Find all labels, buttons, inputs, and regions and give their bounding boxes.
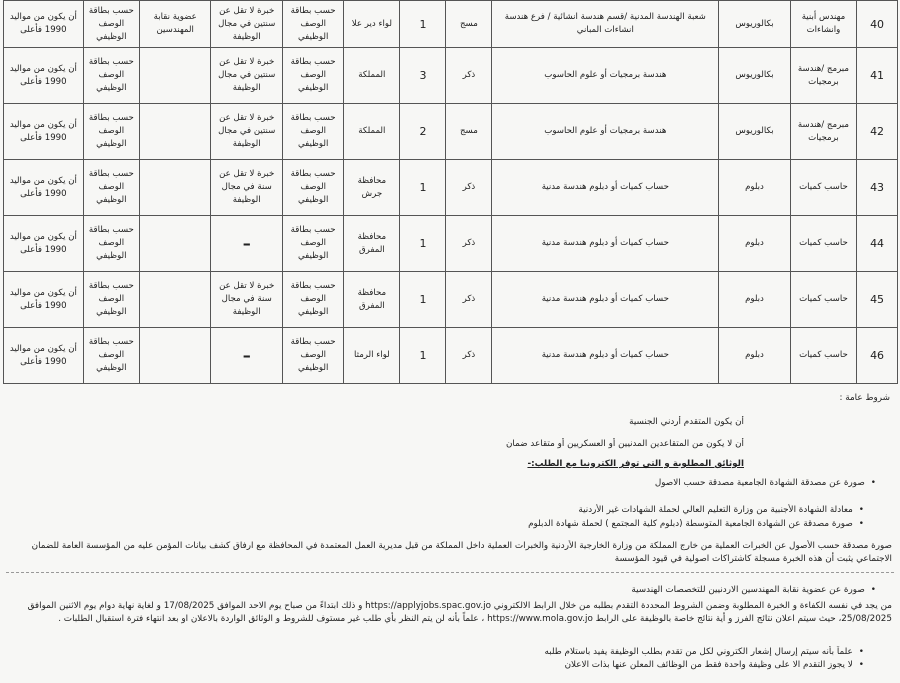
gender: ذكر (446, 272, 492, 328)
membership (139, 328, 211, 384)
experience: خبرة لا تقل عن سنة في مجال الوظيفة (211, 272, 283, 328)
experience: خبرة لا تقل عن سنتين في مجال الوظيفة (211, 104, 283, 160)
row-number: 45 (857, 272, 898, 328)
birth-condition: أن يكون من مواليد 1990 فأعلى (4, 1, 84, 48)
gender: ذكر (446, 216, 492, 272)
allowance: حسب بطاقة الوصف الوظيفي (83, 1, 139, 48)
major: حساب كميات أو دبلوم هندسة مدنية (492, 160, 719, 216)
job-title: مهندس أبنية وانشاءات (790, 1, 856, 48)
major: هندسة برمجيات أو علوم الحاسوب (492, 48, 719, 104)
allowance: حسب بطاقة الوصف الوظيفي (83, 216, 139, 272)
major: حساب كميات أو دبلوم هندسة مدنية (492, 216, 719, 272)
documents-heading: الوثائق المطلوبة و التي توفر الكترونيا مع الطلب:- (527, 459, 744, 469)
job-title: مبرمج /هندسة برمجيات (790, 48, 856, 104)
major: حساب كميات أو دبلوم هندسة مدنية (492, 328, 719, 384)
membership (139, 104, 211, 160)
qualification: بكالوريوس (719, 1, 791, 48)
location: محافظة جرش (344, 160, 400, 216)
condition-nationality: أن يكون المتقدم أردني الجنسية (629, 417, 744, 427)
major: حساب كميات أو دبلوم هندسة مدنية (492, 272, 719, 328)
count: 1 (400, 328, 446, 384)
condition-not-retired: أن لا يكون من المتقاعدين المدنيين أو العسكريين أو متقاعد ضمان (505, 439, 744, 449)
gender: ذكر (446, 328, 492, 384)
conditions-heading: شروط عامة : (839, 393, 890, 403)
document-degree: • صورة عن مصدقة الشهادة الجامعية مصدقة حسب الاصول (655, 477, 876, 490)
membership (139, 216, 211, 272)
document-equivalency: • معادلة الشهادة الأجنبية من وزارة التعليم العالي لحملة الشهادات غير الأردنية (578, 504, 864, 517)
birth-condition: أن يكون من مواليد 1990 فأعلى (4, 48, 84, 104)
row-number: 43 (857, 160, 898, 216)
location: المملكة (344, 48, 400, 104)
count: 3 (400, 48, 446, 104)
qualification: دبلوم (719, 216, 791, 272)
note-notification: • علماً بأنه سيتم إرسال إشعار الكتروني لكل من تقدم بطلب الوظيفة يفيد باستلام طلبه (544, 646, 864, 659)
job-title: حاسب كميات (790, 272, 856, 328)
allowance: حسب بطاقة الوصف الوظيفي (83, 104, 139, 160)
membership (139, 160, 211, 216)
birth-condition: أن يكون من مواليد 1990 فأعلى (4, 104, 84, 160)
membership (139, 272, 211, 328)
table-row (4, 104, 898, 160)
birth-condition: أن يكون من مواليد 1990 فأعلى (4, 160, 84, 216)
row-number: 41 (857, 48, 898, 104)
count: 1 (400, 272, 446, 328)
document-diploma: • صورة مصدقة عن الشهادة الجامعية المتوسطة (دبلوم كلية المجتمع ) لحملة شهادة الدبلوم (528, 518, 864, 531)
general-conditions (6, 386, 894, 682)
gender: ذكر (446, 48, 492, 104)
qualification: دبلوم (719, 272, 791, 328)
table-row (4, 48, 898, 104)
table-row (4, 328, 898, 384)
qualification: دبلوم (719, 160, 791, 216)
gender: مسج (446, 1, 492, 48)
job-title: حاسب كميات (790, 328, 856, 384)
application-instructions: من يجد في نفسه الكفاءة و الخبرة المطلوبة وضمن الشروط المحددة التقدم بطلبه من خلال الرابط الالكتروني https://applyjobs.spac.gov.jo و ذلك ابتداءً من صباح يوم الاحد الموافق 17/08/2025 و لغاية نهاية دوام يوم الاثنين الموافق 25/08/2025، حيث سيتم اعلان نتائج الفرز و أية نتائج خاصة بالوظيفة على الرابط https://www.mola.gov.jo ، علماً بأنه لن يتم النظر بأي طلب غير مستوف للشروط و الوثائق الواردة بالاعلان او بعد انتهاء فترة استقبال الطلبات . (27, 601, 892, 624)
location: محافظة المفرق (344, 272, 400, 328)
document-experience: صورة مصدقة حسب الأصول عن الخبرات العملية من خارج المملكة من وزارة الخارجية الأردنية والخبرات العملية داخل المملكة من قبل مديرية العمل المعتمدة في المحافظة مع ارفاق كشف بيانات المؤمن عليه من المؤسسة العامة للضمان الاجتماعي يثبت أن هذه الخبرة مسجلة كاشتراكات اصولية في قيود المؤسسة (31, 541, 892, 564)
major: شعبة الهندسة المدنية /قسم هندسة انشائية / فرع هندسة انشاءات المباني (492, 1, 719, 48)
allowance: حسب بطاقة الوصف الوظيفي (83, 160, 139, 216)
row-number: 42 (857, 104, 898, 160)
allowance: حسب بطاقة الوصف الوظيفي (83, 328, 139, 384)
experience: – (211, 328, 283, 384)
salary: حسب بطاقة الوصف الوظيفي (282, 1, 343, 48)
salary: حسب بطاقة الوصف الوظيفي (282, 104, 343, 160)
document-membership: • صورة عن عضوية نقابة المهندسين الاردنيين للتخصصات الهندسية (631, 584, 876, 597)
location: المملكة (344, 104, 400, 160)
count: 1 (400, 1, 446, 48)
salary: حسب بطاقة الوصف الوظيفي (282, 48, 343, 104)
table-row (4, 160, 898, 216)
row-number: 46 (857, 328, 898, 384)
count: 2 (400, 104, 446, 160)
salary: حسب بطاقة الوصف الوظيفي (282, 216, 343, 272)
location: لواء دير علا (344, 1, 400, 48)
membership (139, 48, 211, 104)
qualification: بكالوريوس (719, 48, 791, 104)
experience: – (211, 216, 283, 272)
count: 1 (400, 160, 446, 216)
birth-condition: أن يكون من مواليد 1990 فأعلى (4, 272, 84, 328)
salary: حسب بطاقة الوصف الوظيفي (282, 272, 343, 328)
birth-condition: أن يكون من مواليد 1990 فأعلى (4, 216, 84, 272)
location: محافظة المفرق (344, 216, 400, 272)
qualification: دبلوم (719, 328, 791, 384)
row-number: 44 (857, 216, 898, 272)
experience: خبرة لا تقل عن سنة في مجال الوظيفة (211, 160, 283, 216)
salary: حسب بطاقة الوصف الوظيفي (282, 160, 343, 216)
table-row (4, 216, 898, 272)
location: لواء الرمثا (344, 328, 400, 384)
allowance: حسب بطاقة الوصف الوظيفي (83, 48, 139, 104)
allowance: حسب بطاقة الوصف الوظيفي (83, 272, 139, 328)
count: 1 (400, 216, 446, 272)
gender: ذكر (446, 160, 492, 216)
experience: خبرة لا تقل عن سنتين في مجال الوظيفة (211, 48, 283, 104)
job-title: حاسب كميات (790, 160, 856, 216)
jobs-table (3, 0, 898, 384)
gender: مسج (446, 104, 492, 160)
row-number: 40 (857, 1, 898, 48)
qualification: بكالوريوس (719, 104, 791, 160)
membership: عضوية نقابة المهندسين (139, 1, 211, 48)
major: هندسة برمجيات أو علوم الحاسوب (492, 104, 719, 160)
table-row (4, 272, 898, 328)
birth-condition: أن يكون من مواليد 1990 فأعلى (4, 328, 84, 384)
note-single-application: • لا يجوز التقدم الا على وظيفة واحدة فقط من الوظائف المعلن عنها بذات الاعلان (565, 659, 864, 672)
job-title: مبرمج /هندسة برمجيات (790, 104, 856, 160)
experience: خبرة لا تقل عن سنتين في مجال الوظيفة (211, 1, 283, 48)
salary: حسب بطاقة الوصف الوظيفي (282, 328, 343, 384)
section-divider (6, 572, 894, 573)
table-row (4, 1, 898, 48)
job-title: حاسب كميات (790, 216, 856, 272)
jobs-table-body (4, 1, 898, 384)
